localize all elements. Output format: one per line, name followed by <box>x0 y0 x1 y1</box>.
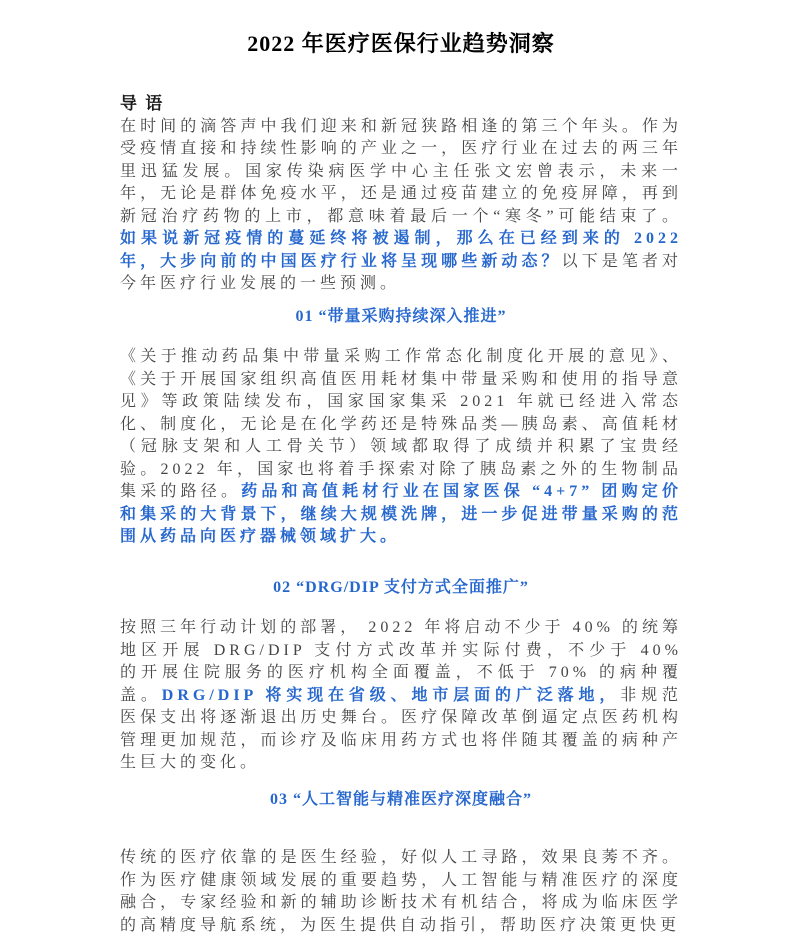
lead-label: 导 语 <box>120 93 682 116</box>
section-01-paragraph <box>120 346 682 549</box>
section-02-paragraph <box>120 617 682 775</box>
section-02-heading: 02 “DRG/DIP 支付方式全面推广” <box>120 577 682 600</box>
highlight-run: 如果说新冠疫情的蔓延终将被遏制，那么在已经到来的 2022 年，大步向前的中国医疗行业将呈现哪些新动态？ <box>120 230 682 270</box>
text-run: 以下是笔者对今年医疗行业发展的一些预测。 <box>120 253 682 293</box>
highlight-run: DRG/DIP 将实现在省级、地市层面的广泛落地， <box>162 687 620 704</box>
lead-section <box>120 93 682 296</box>
text-run: 在时间的滴答声中我们迎来和新冠狭路相逢的第三个年头。作为受疫情直接和持续性影响的产业之一，医疗行业在过去的两三年里迅猛发展。国家传染病医学中心主任张文宏曾表示，未来一年，无论是群体免疫水平，还是通过疫苗建立的免疫屏障，再到新冠治疗药物的上市，都意味着最后一个“寒冬”可能结束了。 <box>120 118 682 225</box>
section-03-paragraph <box>120 847 682 937</box>
section-03 <box>120 789 682 937</box>
text-run: 非规范医保支出将逐渐退出历史舞台。医疗保障改革倒逼定点医药机构管理更加规范，而诊疗及临床用药方式也将伴随其覆盖的病种产生巨大的变化。 <box>120 687 682 772</box>
section-01 <box>120 306 682 549</box>
text-run: 传统的医疗依靠的是医生经验，好似人工寻路，效果良莠不齐。作为医疗健康领域发展的重要趋势，人工智能与精准医疗的深度融合，专家经验和新的辅助诊断技术有机结合，将成为临床医学的高精度导航系统，为医生提供自动指引，帮助医疗决策更快更 <box>120 849 682 934</box>
text-run: 《关于推动药品集中带量采购工作常态化制度化开展的意见》、《关于开展国家组织高值医用耗材集中带量采购和使用的指导意见》等政策陆续发布，国家国家集采 2021 年就已经进入常态化、制度化，无论是在化学药还是特殊品类—胰岛素、高值耗材（冠脉支架和人工骨关节）领域都取得了成绩并积累了宝贵经验。2022 年，国家也将着手探索对除了胰岛素之外的生物制品集采的路径。 <box>120 348 682 500</box>
section-02 <box>120 577 682 775</box>
section-01-heading: 01 “带量采购持续深入推进” <box>120 306 682 329</box>
lead-paragraph <box>120 116 682 296</box>
highlight-run: 药品和高值耗材行业在国家医保 “4+7” 团购定价和集采的大背景下，继续大规模洗牌，进一步促进带量采购的范围从药品向医疗器械领域扩大。 <box>120 483 682 545</box>
document-title: 2022 年医疗医保行业趋势洞察 <box>120 30 682 57</box>
section-03-heading: 03 “人工智能与精准医疗深度融合” <box>120 789 682 812</box>
text-run: 按照三年行动计划的部署， 2022 年将启动不少于 40% 的统筹地区开展 DRG/DIP 支付方式改革并实际付费，不少于 40% 的开展住院服务的医疗机构全面覆盖，不低于 70% 的病种覆盖。 <box>120 619 682 704</box>
